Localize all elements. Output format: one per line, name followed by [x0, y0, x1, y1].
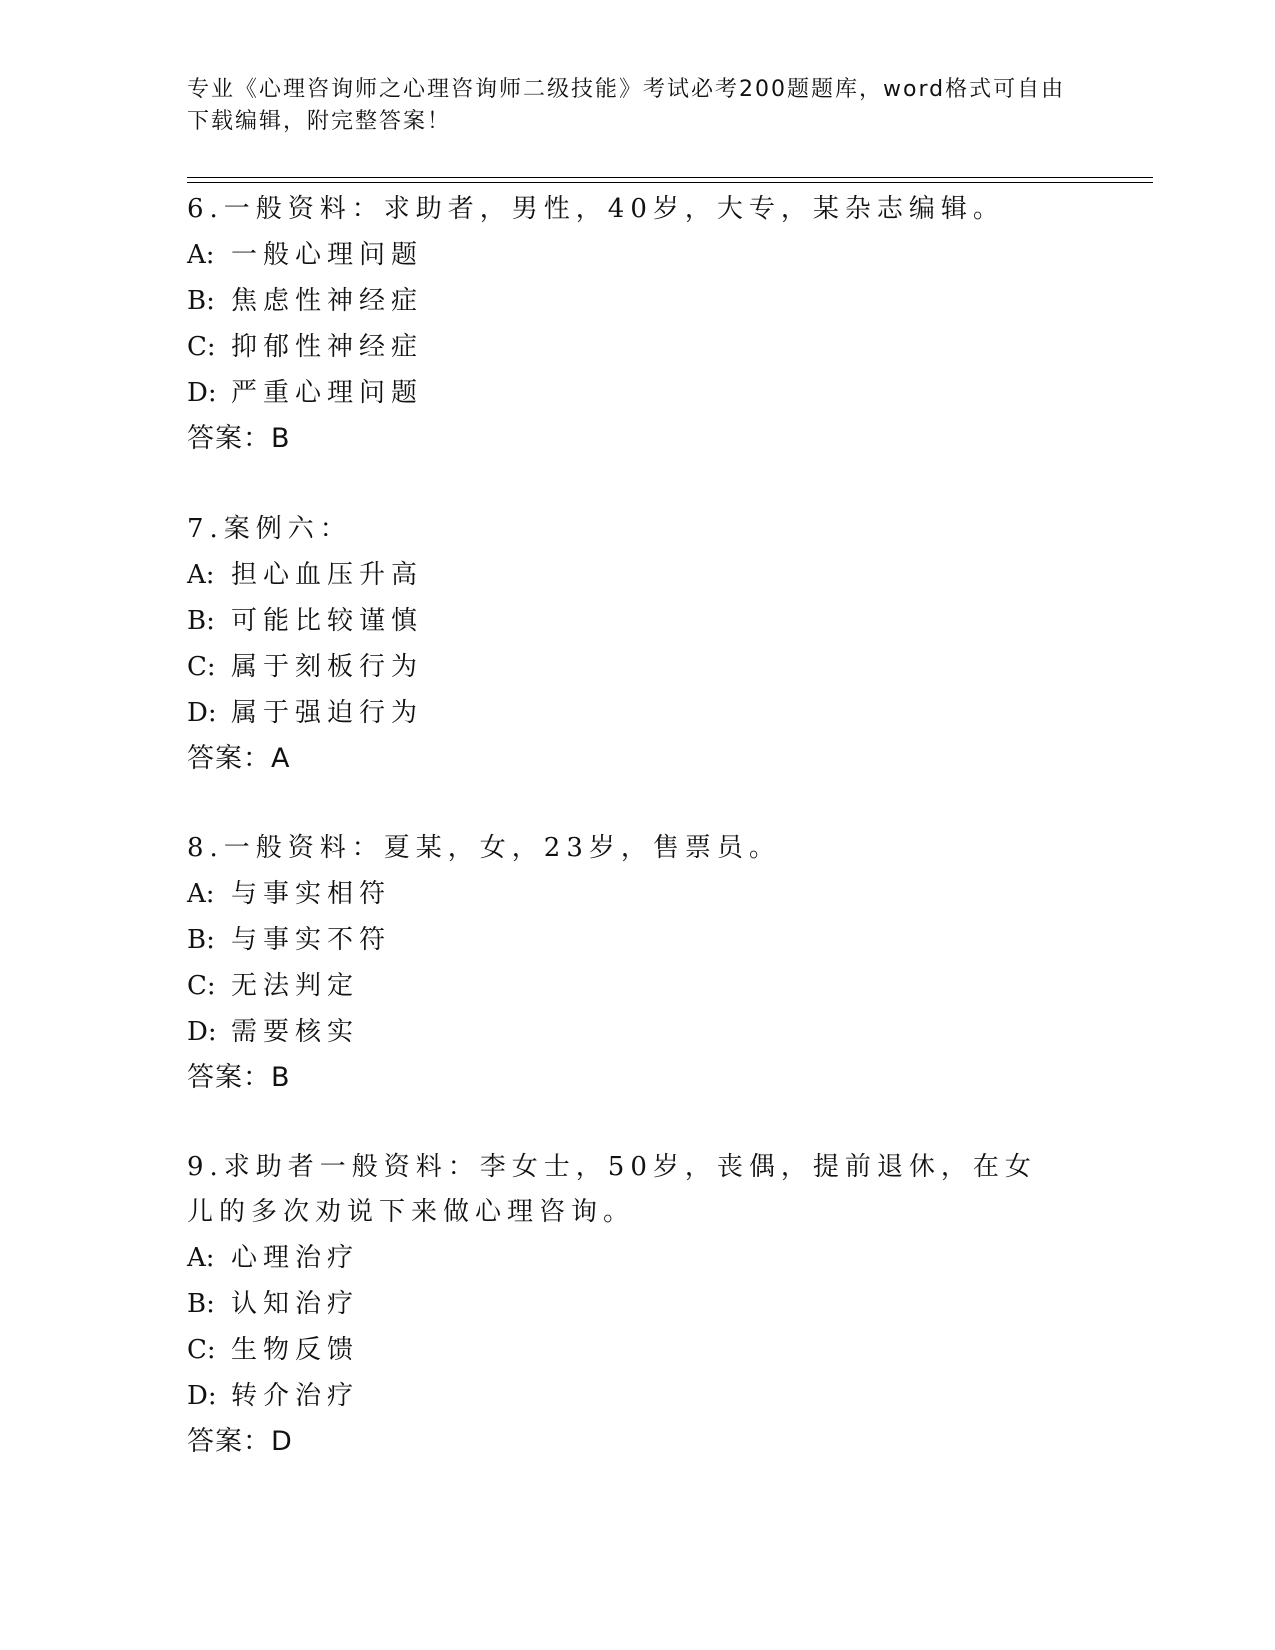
option-text: 属于强迫行为: [231, 698, 424, 728]
option-a: [187, 1235, 1087, 1281]
answer-line: 答案：B: [187, 1062, 291, 1093]
question-text: 8.一般资料：夏某，女，23岁，售票员。: [187, 833, 781, 863]
option-c: [187, 644, 1087, 690]
option-b: [187, 917, 1087, 963]
option-text: 需要核实: [231, 1017, 360, 1047]
option-letter: C:: [187, 652, 216, 682]
option-a: [187, 232, 1087, 278]
option-b: [187, 278, 1087, 324]
option-letter: B:: [187, 606, 215, 636]
option-letter: D:: [187, 1017, 217, 1047]
question-block-6: [187, 187, 1087, 462]
option-letter: C:: [187, 971, 216, 1001]
answer-line: 答案：A: [187, 743, 291, 774]
option-letter: A:: [187, 1243, 215, 1273]
header-divider-bottom: [187, 182, 1153, 183]
option-text: 属于刻板行为: [231, 652, 424, 682]
option-letter: B:: [187, 1289, 215, 1319]
option-b: [187, 598, 1087, 644]
option-text: 与事实相符: [231, 879, 392, 909]
answer-line: 答案：D: [187, 1426, 293, 1457]
option-letter: D:: [187, 378, 217, 408]
option-d: [187, 1009, 1087, 1055]
option-c: [187, 324, 1087, 370]
option-a: [187, 871, 1087, 917]
option-letter: A:: [187, 879, 215, 909]
option-letter: A:: [187, 560, 215, 590]
option-text: 焦虑性神经症: [231, 286, 424, 316]
question-text: 9.求助者一般资料：李女士，50岁，丧偶，提前退休，在女儿的多次劝说下来做心理咨询。: [187, 1152, 1037, 1227]
option-text: 转介治疗: [231, 1381, 360, 1411]
option-letter: A:: [187, 240, 215, 270]
question-text: 7.案例六：: [187, 514, 352, 544]
option-b: [187, 1281, 1087, 1327]
option-text: 无法判定: [231, 971, 360, 1001]
question-text: 6.一般资料：求助者，男性，40岁，大专，某杂志编辑。: [187, 194, 1005, 224]
option-d: [187, 370, 1087, 416]
question-block-7: [187, 507, 1087, 782]
option-letter: C:: [187, 1335, 216, 1365]
option-c: [187, 963, 1087, 1009]
option-text: 生物反馈: [231, 1335, 360, 1365]
option-letter: B:: [187, 286, 215, 316]
option-text: 可能比较谨慎: [231, 606, 424, 636]
option-text: 严重心理问题: [231, 378, 424, 408]
option-text: 一般心理问题: [231, 240, 424, 270]
option-letter: D:: [187, 1381, 217, 1411]
option-text: 心理治疗: [231, 1243, 360, 1273]
option-text: 担心血压升高: [231, 560, 424, 590]
question-block-8: [187, 826, 1087, 1101]
option-a: [187, 552, 1087, 598]
option-c: [187, 1327, 1087, 1373]
option-letter: D:: [187, 698, 217, 728]
option-text: 抑郁性神经症: [231, 332, 424, 362]
option-d: [187, 1373, 1087, 1419]
header-divider-top: [187, 177, 1153, 178]
document-header: [187, 74, 1077, 138]
option-text: 认知治疗: [231, 1289, 360, 1319]
option-letter: C:: [187, 332, 216, 362]
option-text: 与事实不符: [231, 925, 392, 955]
option-d: [187, 690, 1087, 736]
header-intro-text: 专业《心理咨询师之心理咨询师二级技能》考试必考200题题库，word格式可自由下载编辑，附完整答案！: [187, 77, 1066, 134]
option-letter: B:: [187, 925, 215, 955]
answer-line: 答案：B: [187, 423, 291, 454]
question-block-9: [187, 1145, 1087, 1465]
